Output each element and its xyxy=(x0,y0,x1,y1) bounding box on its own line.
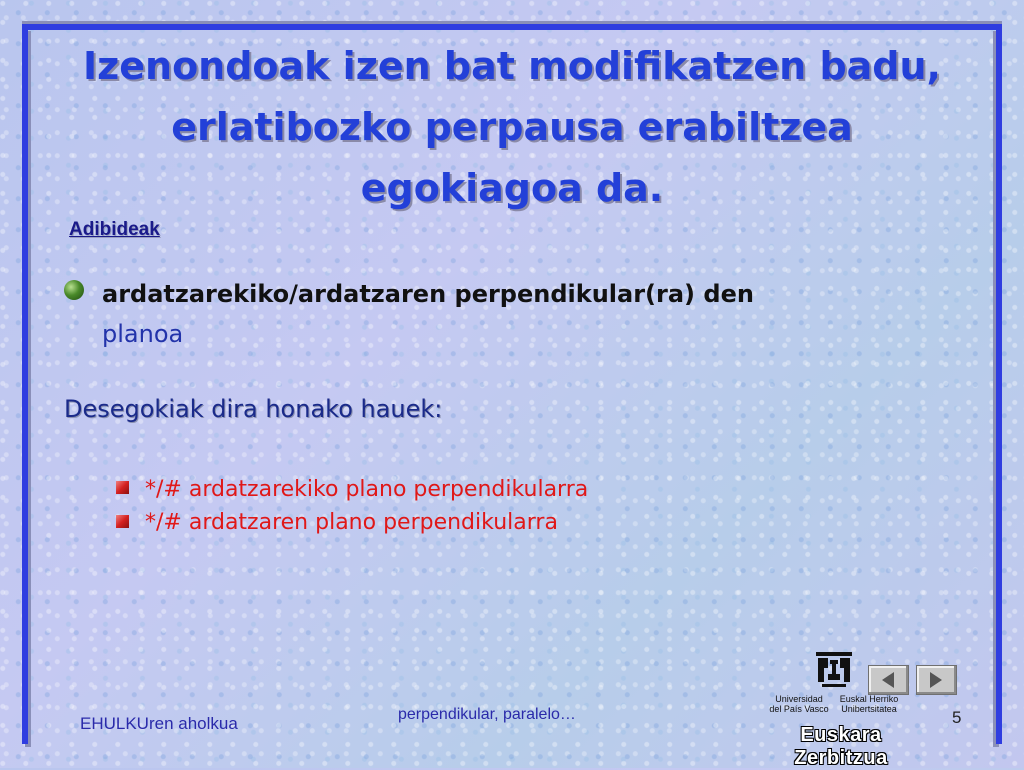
logo-caption-line: Euskal Herriko xyxy=(839,694,899,704)
university-emblem-icon xyxy=(812,652,856,688)
title-line: Izenondoak izen bat modifikatzen badu, xyxy=(82,44,941,88)
subheading-inappropriate: Desegokiak dira honako hauek: xyxy=(64,395,443,423)
university-logo xyxy=(768,650,928,769)
title-line: erlatibozko perpausa erabiltzea xyxy=(171,105,853,149)
examples-link[interactable]: Adibideak xyxy=(69,219,160,240)
logo-caption-right xyxy=(834,694,904,714)
footer-center-text: perpendikular, paralelo… xyxy=(398,706,576,723)
slide-title xyxy=(60,36,964,219)
item-plain-text: planoa xyxy=(102,320,184,348)
title-line: egokiagoa da. xyxy=(360,166,664,210)
red-square-bullet-icon xyxy=(116,515,129,528)
logo-caption-line: Universidad xyxy=(775,694,823,704)
inappropriate-example: */# ardatzarekiko plano perpendikularra xyxy=(145,477,589,502)
frame-top-bar xyxy=(22,24,1002,30)
item-bold-text: ardatzarekiko/ardatzaren perpendikular(ra) den xyxy=(102,280,754,308)
bullet-item-recommended xyxy=(102,274,922,354)
page-number: 5 xyxy=(952,708,962,727)
service-name: Euskara Zerbitzua xyxy=(794,724,888,769)
logo-caption-line: del País Vasco xyxy=(769,704,829,714)
green-ball-bullet-icon xyxy=(64,280,84,300)
red-square-bullet-icon xyxy=(116,481,129,494)
frame-right-bar xyxy=(996,28,1002,744)
triangle-right-icon xyxy=(928,671,944,689)
inappropriate-example: */# ardatzaren plano perpendikularra xyxy=(145,510,558,535)
footer-left-text: EHULKUren aholkua xyxy=(80,714,238,733)
logo-caption-left xyxy=(768,694,830,714)
logo-caption-line: Unibertsitatea xyxy=(841,704,897,714)
frame-left-bar xyxy=(22,28,28,744)
